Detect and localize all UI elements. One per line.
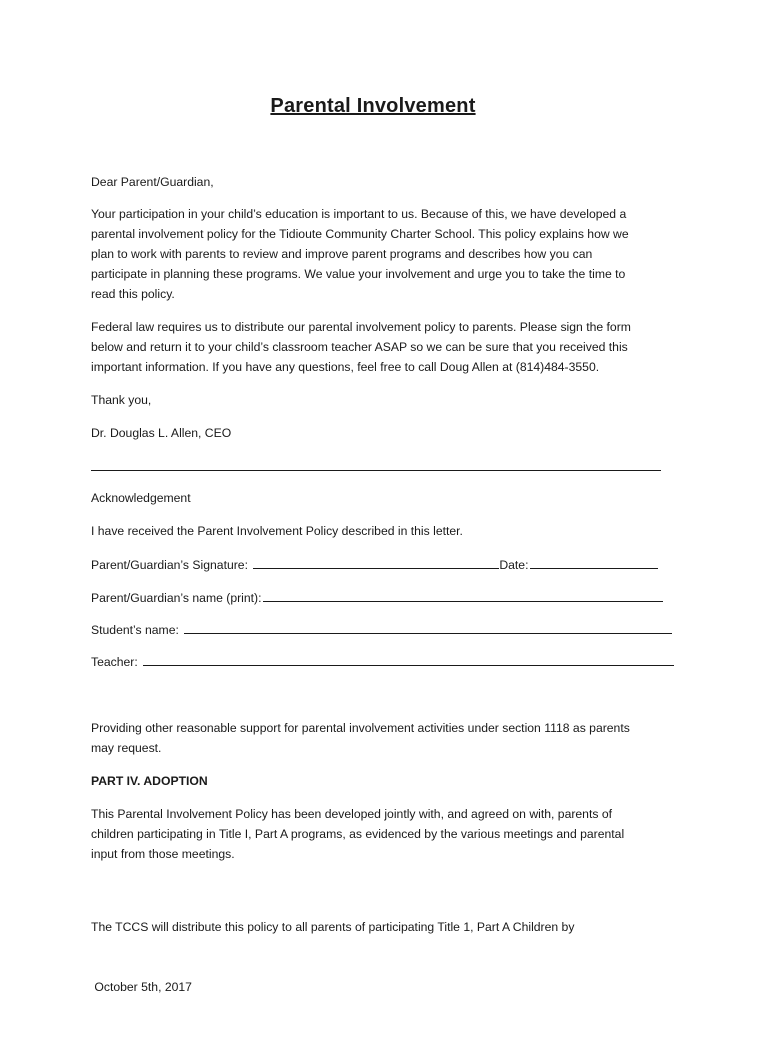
support-paragraph (91, 718, 681, 758)
signature-row (91, 555, 658, 575)
distribution-paragraph (91, 877, 681, 1037)
text-line: The TCCS will distribute this policy to all parents of participating Title 1, Part A Children by (91, 920, 575, 934)
text-line: participate in planning these programs. We value your involvement and urge you to take the time to (91, 267, 626, 281)
text-line: input from those meetings. (91, 847, 235, 861)
date-label: Date: (499, 558, 529, 572)
teacher-label: Teacher: (91, 655, 142, 669)
signature-field[interactable] (253, 556, 499, 569)
student-name-label: Student’s name: (91, 623, 183, 637)
text-line: This Parental Involvement Policy has been developed jointly with, and agreed on with, parents of (91, 807, 612, 821)
federal-law-paragraph (91, 317, 681, 377)
guardian-name-label: Parent/Guardian’s name (print): (91, 591, 262, 605)
teacher-field[interactable] (143, 653, 674, 666)
text-line: Your participation in your child’s education is important to us. Because of this, we have developed a (91, 207, 627, 221)
page-title: Parental Involvement (270, 95, 476, 117)
guardian-name-field[interactable] (263, 589, 663, 602)
text-line: parental involvement policy for the Tidioute Community Charter School. This policy explains how we (91, 227, 629, 241)
signature-label: Parent/Guardian’s Signature: (91, 558, 252, 572)
guardian-name-row (91, 588, 663, 608)
student-name-row (91, 620, 672, 640)
intro-paragraph (91, 204, 681, 304)
greeting: Dear Parent/Guardian, (91, 175, 214, 189)
text-line: Federal law requires us to distribute our parental involvement policy to parents. Please sign the form (91, 320, 631, 334)
teacher-row (91, 652, 674, 672)
text-line: may request. (91, 741, 162, 755)
text-line: Providing other reasonable support for parental involvement activities under section 1118 as parents (91, 721, 630, 735)
closing: Thank you, (91, 393, 152, 407)
text-line: children participating in Title I, Part A programs, as evidenced by the various meetings and parental (91, 827, 625, 841)
date-field[interactable] (530, 556, 658, 569)
part-iv-heading: PART IV. ADOPTION (91, 774, 208, 788)
signer-name: Dr. Douglas L. Allen, CEO (91, 426, 232, 440)
acknowledgement-statement: I have received the Parent Involvement Policy described in this letter. (91, 524, 463, 538)
student-name-field[interactable] (184, 621, 672, 634)
text-line: plan to work with parents to review and improve parent programs and describes how you can (91, 247, 593, 261)
adoption-paragraph (91, 804, 681, 864)
tear-off-divider (91, 470, 661, 471)
text-line: below and return it to your child’s classroom teacher ASAP so we can be sure that you received this (91, 340, 628, 354)
acknowledgement-heading: Acknowledgement (91, 491, 191, 505)
text-line: read this policy. (91, 287, 175, 301)
text-line: October 5th, 2017 (91, 980, 192, 994)
text-line: important information. If you have any questions, feel free to call Doug Allen at (814)484-3550. (91, 360, 600, 374)
